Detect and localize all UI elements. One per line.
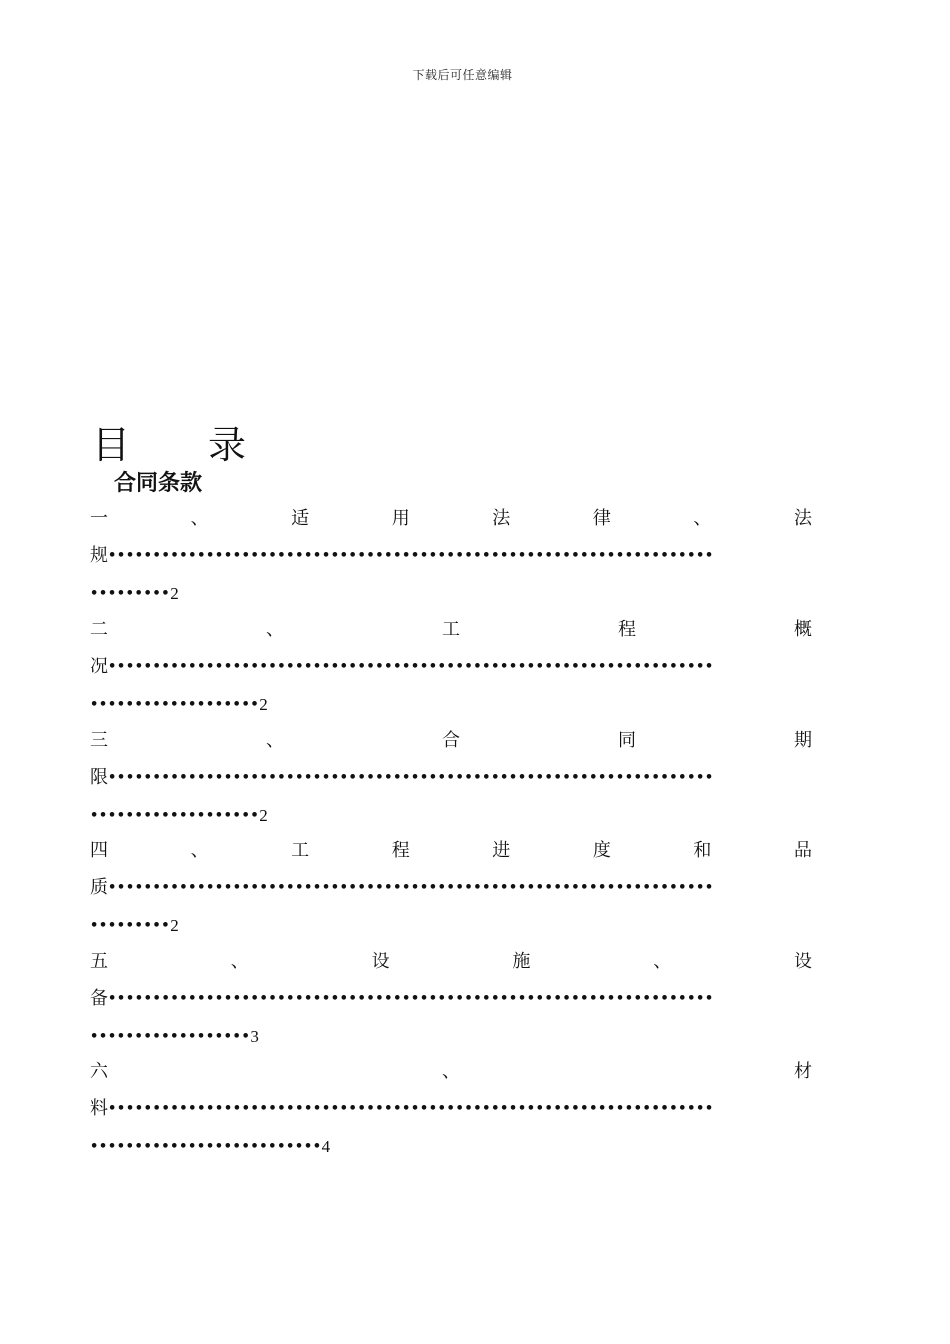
toc-entry-char: 、 — [266, 730, 284, 751]
toc-entry-page-line — [90, 915, 812, 937]
toc-entry[interactable] — [90, 1061, 812, 1158]
toc-entry-char: 六 — [90, 1061, 108, 1082]
toc-entry-char: 、 — [653, 951, 672, 972]
toc-entry[interactable] — [90, 619, 812, 716]
toc-entry-title-line — [90, 619, 812, 641]
toc-entry-tail-char: 料 — [90, 1098, 108, 1119]
toc-entry[interactable] — [90, 508, 812, 605]
toc-title-char: 录 — [208, 423, 247, 467]
toc-entry-char: 五 — [90, 951, 108, 972]
toc-entry-title-line — [90, 951, 812, 973]
toc-entry-char: 适 — [291, 508, 310, 529]
toc-entry-char: 度 — [592, 840, 611, 861]
toc-page-number: 3 — [250, 1027, 259, 1046]
toc-leader-dots: ••••••••••••••••••• — [90, 697, 260, 712]
toc-entry-page-line — [90, 1136, 812, 1158]
toc-title-char: 目 — [92, 423, 131, 467]
toc-entry-char: 一 — [90, 508, 108, 529]
toc-leader-dots: ••••••••• — [90, 918, 171, 933]
toc-entry-title-line — [90, 730, 812, 752]
toc-entry-char: 设 — [371, 951, 390, 972]
toc-entry-char: 用 — [391, 508, 410, 529]
toc-leader-dots: •••••••••••••••••••••••••••••••••••••••••••••••••••••••••••••••••••• — [108, 880, 714, 895]
toc-leader-dots: ••••••••• — [90, 586, 171, 601]
toc-entry-char: 法 — [492, 508, 511, 529]
toc-entry-page-line — [90, 805, 812, 827]
toc-entry-tail-char: 规 — [90, 545, 108, 566]
toc-leader-dots: •••••••••••••••••••••••••••••••••••••••••••••••••••••••••••••••••••• — [108, 659, 714, 674]
toc-entry[interactable] — [90, 951, 812, 1048]
toc-leader-dots: •••••••••••••••••••••••••• — [90, 1139, 322, 1154]
toc-entry-char: 期 — [794, 730, 812, 751]
toc-entry[interactable] — [90, 730, 812, 827]
toc-entry-char: 设 — [793, 951, 812, 972]
toc-entry-char: 、 — [190, 840, 209, 861]
toc-entry-leader-line — [90, 1098, 812, 1120]
toc-page-number: 2 — [259, 806, 268, 825]
toc-entry-char: 四 — [90, 840, 108, 861]
toc-entry-char: 同 — [618, 730, 636, 751]
toc-entry-char: 、 — [190, 508, 209, 529]
toc-entry-char: 、 — [266, 619, 284, 640]
toc-entry-tail-char: 况 — [90, 656, 108, 677]
toc-entry-title-line — [90, 840, 812, 862]
toc-entry-leader-line — [90, 877, 812, 899]
toc-entry-leader-line — [90, 988, 812, 1010]
toc-entry-char: 程 — [618, 619, 636, 640]
toc-entry-char: 工 — [442, 619, 460, 640]
section-heading: 合同条款 — [114, 471, 203, 496]
toc-entry-char: 合 — [442, 730, 460, 751]
toc-entry-char: 、 — [442, 1061, 460, 1082]
toc-entry-char: 律 — [592, 508, 611, 529]
toc-entry-char: 、 — [693, 508, 712, 529]
toc-entry-char: 二 — [90, 619, 108, 640]
toc-entry-title-line — [90, 508, 812, 530]
toc-title — [92, 422, 246, 468]
toc-entry-char: 法 — [793, 508, 812, 529]
toc-entry-char: 品 — [793, 840, 812, 861]
toc-entry-page-line — [90, 694, 812, 716]
toc-leader-dots: ••••••••••••••••••• — [90, 808, 260, 823]
toc-entry-tail-char: 备 — [90, 988, 108, 1009]
toc-leader-dots: •••••••••••••••••• — [90, 1029, 251, 1044]
toc-entry-page-line — [90, 1026, 812, 1048]
toc-entry-leader-line — [90, 656, 812, 678]
toc-leader-dots: •••••••••••••••••••••••••••••••••••••••••••••••••••••••••••••••••••• — [108, 548, 714, 563]
toc-page-number: 2 — [170, 916, 179, 935]
toc-leader-dots: •••••••••••••••••••••••••••••••••••••••••••••••••••••••••••••••••••• — [108, 1101, 714, 1116]
toc-entry-char: 程 — [391, 840, 410, 861]
toc-entry-page-line — [90, 583, 812, 605]
toc-entry-tail-char: 质 — [90, 877, 108, 898]
toc-leader-dots: •••••••••••••••••••••••••••••••••••••••••••••••••••••••••••••••••••• — [108, 770, 714, 785]
toc-page-number: 2 — [170, 584, 179, 603]
toc-entry-char: 施 — [512, 951, 531, 972]
toc-entry-leader-line — [90, 545, 812, 567]
toc-entry-char: 工 — [291, 840, 310, 861]
toc-entry-char: 进 — [492, 840, 511, 861]
toc-entry-leader-line — [90, 767, 812, 789]
toc-entry-char: 概 — [794, 619, 812, 640]
toc-entry-char: 和 — [693, 840, 712, 861]
toc-entry-tail-char: 限 — [90, 767, 108, 788]
toc-page-number: 2 — [259, 695, 268, 714]
toc-entry-char: 三 — [90, 730, 108, 751]
toc-page-number: 4 — [321, 1137, 331, 1156]
toc-entry-title-line — [90, 1061, 812, 1083]
toc-entry[interactable] — [90, 840, 812, 937]
toc-leader-dots: •••••••••••••••••••••••••••••••••••••••••••••••••••••••••••••••••••• — [108, 991, 714, 1006]
toc-entry-char: 、 — [230, 951, 249, 972]
page-header: 下载后可任意编辑 — [412, 68, 513, 82]
toc-entry-char: 材 — [794, 1061, 812, 1082]
